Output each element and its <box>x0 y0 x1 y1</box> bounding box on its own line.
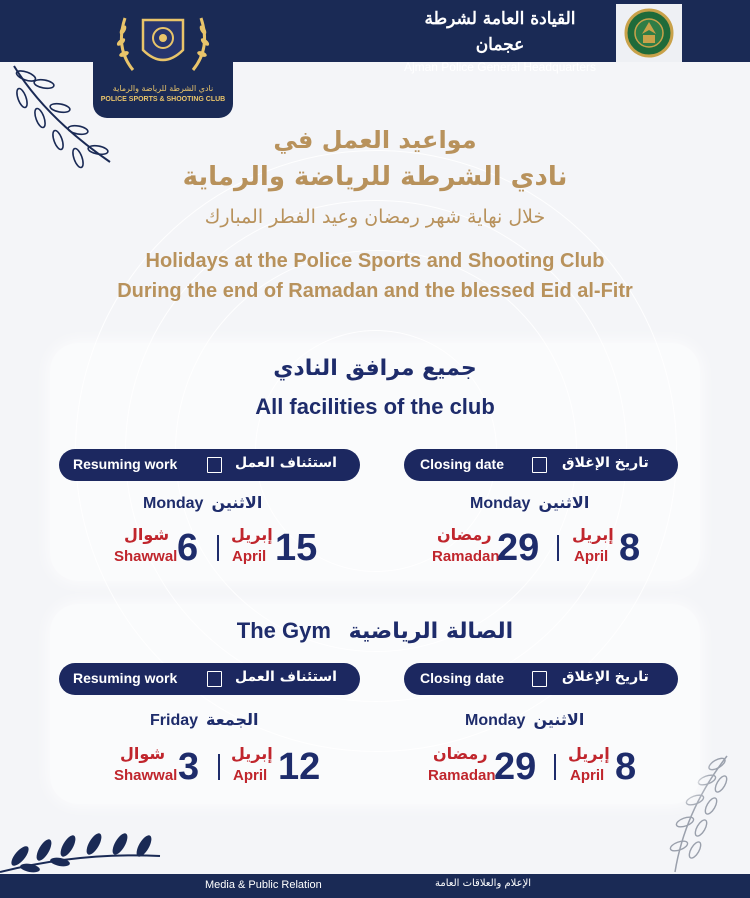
title-ar-line2: نادي الشرطة للرياضة والرماية <box>182 162 568 192</box>
open-door-icon <box>207 457 222 473</box>
hijri-day: 29 <box>494 746 537 788</box>
resuming-day-en: Monday <box>143 495 204 512</box>
greg-month-ar: إبريل <box>231 525 273 544</box>
title-ar-line3: خلال نهاية شهر رمضان وعيد الفطر المبارك <box>204 206 546 228</box>
resuming-label-en: Resuming work <box>73 456 178 472</box>
section-title-en: The Gym <box>236 618 331 643</box>
footer-ar: الإعلام والعلاقات العامة <box>435 878 532 889</box>
greg-day: 15 <box>275 527 318 569</box>
closing-label-ar: تاريخ الإغلاق <box>562 669 649 685</box>
title-en-line2: During the end of Ramadan and the blessed Eid al-Fitr <box>117 280 633 302</box>
resuming-day-ar: الاثنين <box>211 493 263 512</box>
hijri-month-en: Shawwal <box>114 767 178 784</box>
hq-title <box>400 6 600 74</box>
resuming-day <box>150 710 259 730</box>
hijri-month-en: Ramadan <box>428 767 496 784</box>
resuming-work-pill <box>59 663 360 695</box>
resuming-label-en: Resuming work <box>73 670 178 686</box>
footer-en: Media & Public Relation <box>205 879 322 891</box>
section-title-en: All facilities of the club <box>255 394 495 419</box>
ajman-police-emblem-icon <box>616 4 682 62</box>
hijri-month-ar: شوال <box>124 525 170 544</box>
door-icon <box>532 457 547 473</box>
section-title <box>0 618 750 644</box>
section-title-ar: جميع مرافق النادي <box>273 356 477 381</box>
hijri-month-en: Ramadan <box>432 548 500 565</box>
greg-month-en: April <box>233 767 268 784</box>
resuming-work-pill <box>59 449 360 481</box>
hijri-month-ar: رمضان <box>433 744 488 763</box>
greg-month-ar: إبريل <box>568 744 610 763</box>
resuming-label-ar: استئناف العمل <box>235 455 337 471</box>
footer-bar <box>0 874 750 898</box>
closing-label-en: Closing date <box>420 670 505 686</box>
closing-date-pill <box>404 663 678 695</box>
greg-month-en: April <box>570 767 605 784</box>
greg-day: 12 <box>278 746 321 788</box>
date-separator <box>557 535 559 561</box>
resuming-day-ar: الجمعة <box>206 710 259 729</box>
hijri-month-ar: رمضان <box>437 525 492 544</box>
open-door-icon <box>207 671 222 687</box>
closing-day-ar: الاثنين <box>538 493 590 512</box>
title-ar-line1: مواعيد العمل في <box>273 126 477 154</box>
closing-label-en: Closing date <box>420 456 505 472</box>
closing-label-ar: تاريخ الإغلاق <box>562 455 649 471</box>
title-en-line1: Holidays at the Police Sports and Shooting Club <box>145 250 605 272</box>
greg-month-en: April <box>232 548 267 565</box>
closing-day <box>470 493 589 513</box>
resuming-day <box>143 493 262 513</box>
hijri-day: 29 <box>497 527 540 569</box>
date-separator <box>218 754 220 780</box>
closing-day-ar: الاثنين <box>533 710 585 729</box>
closing-day-en: Monday <box>465 712 526 729</box>
closing-day <box>465 710 584 730</box>
greg-day: 8 <box>615 746 637 788</box>
laurel-branch-icon <box>0 812 165 874</box>
club-name-en: POLICE SPORTS & SHOOTING CLUB <box>100 96 226 103</box>
hijri-month-ar: شوال <box>120 744 166 763</box>
door-icon <box>532 671 547 687</box>
hijri-month-en: Shawwal <box>114 548 178 565</box>
greg-day: 8 <box>619 527 641 569</box>
date-separator <box>217 535 219 561</box>
closing-date-pill <box>404 449 678 481</box>
closing-day-en: Monday <box>470 495 531 512</box>
greg-month-en: April <box>574 548 609 565</box>
hq-title-en: Ajman Police General Headquarters <box>403 60 597 74</box>
greg-month-ar: إبريل <box>231 744 273 763</box>
date-separator <box>554 754 556 780</box>
hq-title-ar: القيادة العامة لشرطة عجمان <box>424 9 576 55</box>
hijri-day: 6 <box>177 527 199 569</box>
resuming-label-ar: استئناف العمل <box>235 669 337 685</box>
resuming-day-en: Friday <box>150 712 199 729</box>
hijri-day: 3 <box>178 746 200 788</box>
club-name-ar: نادي الشرطة للرياضة والرماية <box>112 84 214 93</box>
section-title-ar: الصالة الرياضية <box>348 619 514 644</box>
greg-month-ar: إبريل <box>572 525 614 544</box>
